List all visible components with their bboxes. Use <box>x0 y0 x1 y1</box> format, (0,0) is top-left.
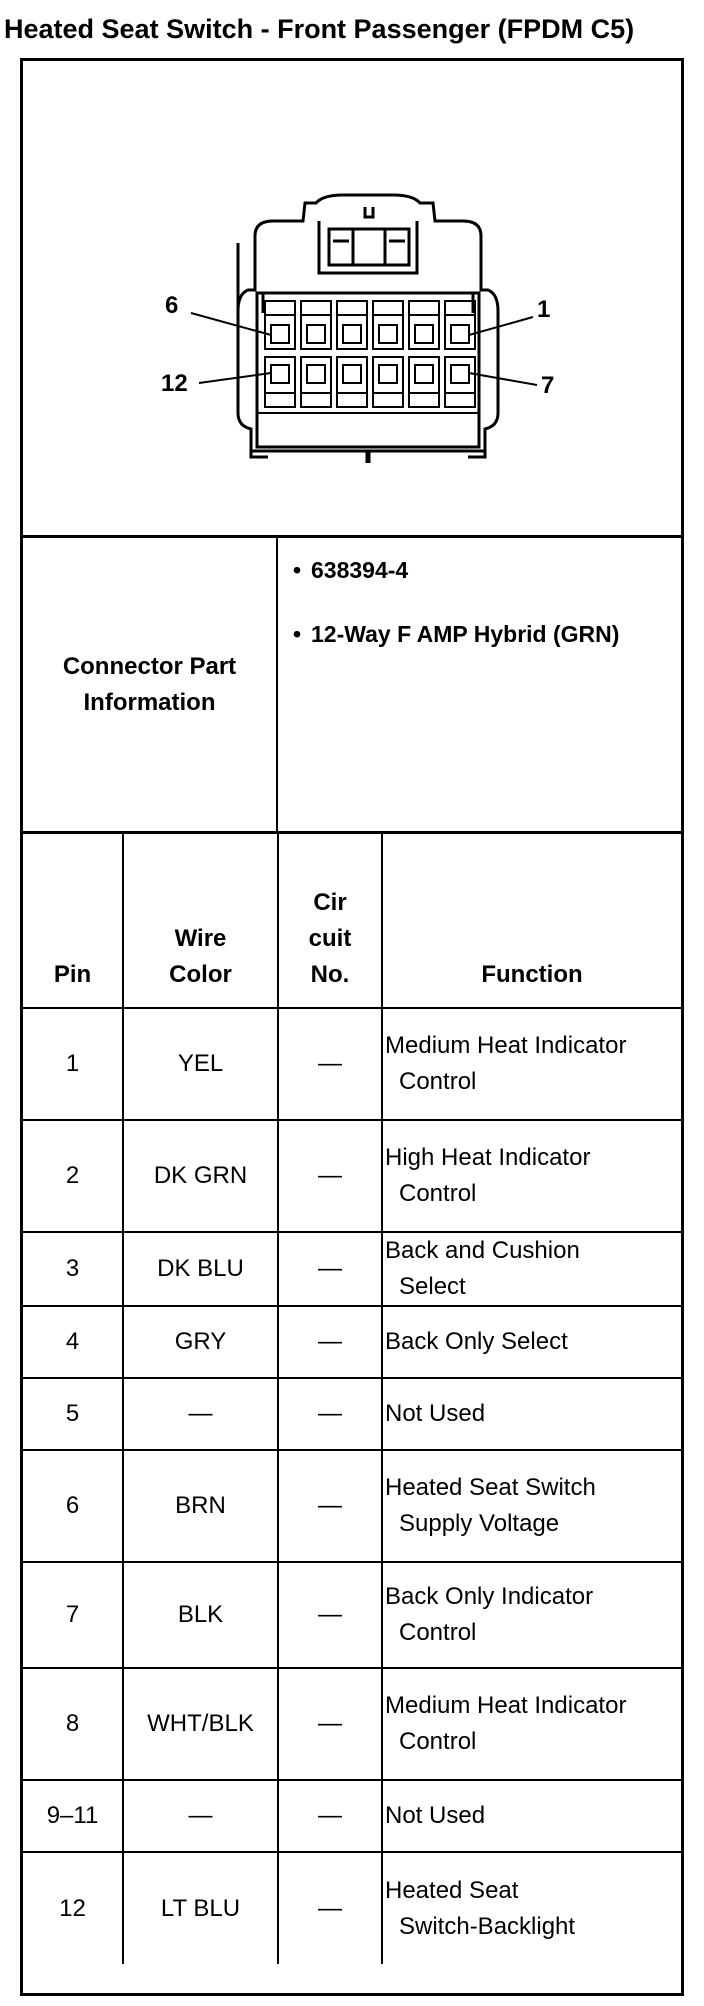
function-line: Heated Seat <box>385 1876 519 1904</box>
table-row <box>23 1378 681 1450</box>
function-line: Switch-Backlight <box>399 1912 576 1940</box>
function-cell <box>382 1306 681 1378</box>
connector-info-item: • 638394-4 <box>293 557 409 583</box>
function-cell <box>382 1232 681 1306</box>
table-row <box>23 1852 681 1964</box>
wire-color-cell: WHT/BLK <box>123 1668 278 1780</box>
pin-cell: 12 <box>23 1852 123 1964</box>
function-line: Medium Heat Indicator <box>385 1032 627 1059</box>
pin-label-12: 12 <box>161 370 188 397</box>
wire-color-cell: GRY <box>123 1306 278 1378</box>
pin-cell: 2 <box>23 1120 123 1232</box>
function-line: Not Used <box>385 1802 486 1829</box>
connector-info-row <box>23 538 681 834</box>
pin-cell: 7 <box>23 1562 123 1668</box>
connector-info-item: • 12-Way F AMP Hybrid (GRN) <box>293 621 620 647</box>
function-line: Supply Voltage <box>399 1510 560 1537</box>
table-row <box>23 1008 681 1120</box>
pin-cell: 3 <box>23 1232 123 1306</box>
circuit-cell: — <box>278 1780 382 1852</box>
function-line: Not Used <box>385 1400 486 1427</box>
header-wire-color: Wire Color <box>123 831 278 1008</box>
function-line: High Heat Indicator <box>385 1144 591 1171</box>
table-row <box>23 1780 681 1852</box>
wire-color-cell: BRN <box>123 1450 278 1562</box>
function-line: Back Only Select <box>385 1328 568 1355</box>
pin-cell: 6 <box>23 1450 123 1562</box>
connector-part-number: 638394-4 <box>311 557 409 583</box>
function-line: Control <box>399 1619 477 1646</box>
pin-label-6: 6 <box>165 292 179 319</box>
header-pin: Pin <box>23 831 123 1008</box>
pin-cell: 5 <box>23 1378 123 1450</box>
table-row <box>23 1562 681 1668</box>
function-line: Control <box>399 1728 477 1755</box>
header-function: Function <box>382 831 681 1008</box>
function-cell <box>382 1852 681 1964</box>
wire-color-cell: YEL <box>123 1008 278 1120</box>
function-cell <box>382 1450 681 1562</box>
page-title: Heated Seat Switch - Front Passenger (FPDM C5) <box>4 14 635 44</box>
function-cell <box>382 1780 681 1852</box>
pin-cell: 9–11 <box>23 1780 123 1852</box>
connector-type: 12-Way F AMP Hybrid (GRN) <box>311 621 620 647</box>
pin-cell: 8 <box>23 1668 123 1780</box>
cavity-row-bottom <box>265 357 475 407</box>
table-row <box>23 1668 681 1780</box>
connector-table-frame <box>20 58 684 1996</box>
pin-label-1: 1 <box>537 296 551 323</box>
connector-info-list <box>279 552 674 680</box>
wire-color-cell: — <box>123 1378 278 1450</box>
function-cell <box>382 1562 681 1668</box>
table-row <box>23 1306 681 1378</box>
wire-color-cell: LT BLU <box>123 1852 278 1964</box>
function-line: Back and Cushion <box>385 1237 580 1264</box>
circuit-cell: — <box>278 1852 382 1964</box>
circuit-cell: — <box>278 1668 382 1780</box>
circuit-cell: — <box>278 1378 382 1450</box>
table-row <box>23 1232 681 1306</box>
circuit-cell: — <box>278 1306 382 1378</box>
function-line: Control <box>399 1180 477 1207</box>
connector-face-drawing <box>23 61 681 535</box>
function-line: Back Only Indicator <box>385 1583 594 1610</box>
circuit-cell: — <box>278 1232 382 1306</box>
pin-table-header-row <box>23 831 681 1008</box>
circuit-cell: — <box>278 1120 382 1232</box>
wire-color-cell: — <box>123 1780 278 1852</box>
function-cell <box>382 1668 681 1780</box>
pin-cell: 1 <box>23 1008 123 1120</box>
connector-info-label-cell <box>23 538 278 831</box>
circuit-cell: — <box>278 1450 382 1562</box>
latch-window <box>329 229 409 265</box>
wire-color-cell: BLK <box>123 1562 278 1668</box>
function-line: Control <box>399 1068 477 1095</box>
cavity-row-top <box>265 301 475 349</box>
table-row <box>23 1450 681 1562</box>
table-row <box>23 1120 681 1232</box>
leader-pin-6 <box>191 313 271 335</box>
function-line: Select <box>399 1273 466 1300</box>
pin-label-7: 7 <box>541 372 555 399</box>
circuit-cell: — <box>278 1562 382 1668</box>
wire-color-cell: DK BLU <box>123 1232 278 1306</box>
function-cell <box>382 1008 681 1120</box>
wire-color-cell: DK GRN <box>123 1120 278 1232</box>
circuit-cell: — <box>278 1008 382 1120</box>
header-circuit-no: Cir cuit No. <box>278 831 382 1008</box>
connector-diagram-cell <box>23 61 681 538</box>
pin-table <box>23 831 681 1964</box>
connector-info-label: Connector Part Information <box>62 652 237 716</box>
leader-pin-12 <box>199 373 271 383</box>
function-cell <box>382 1120 681 1232</box>
function-line: Heated Seat Switch <box>385 1474 596 1501</box>
pin-cell: 4 <box>23 1306 123 1378</box>
function-cell <box>382 1378 681 1450</box>
function-line: Medium Heat Indicator <box>385 1692 627 1719</box>
